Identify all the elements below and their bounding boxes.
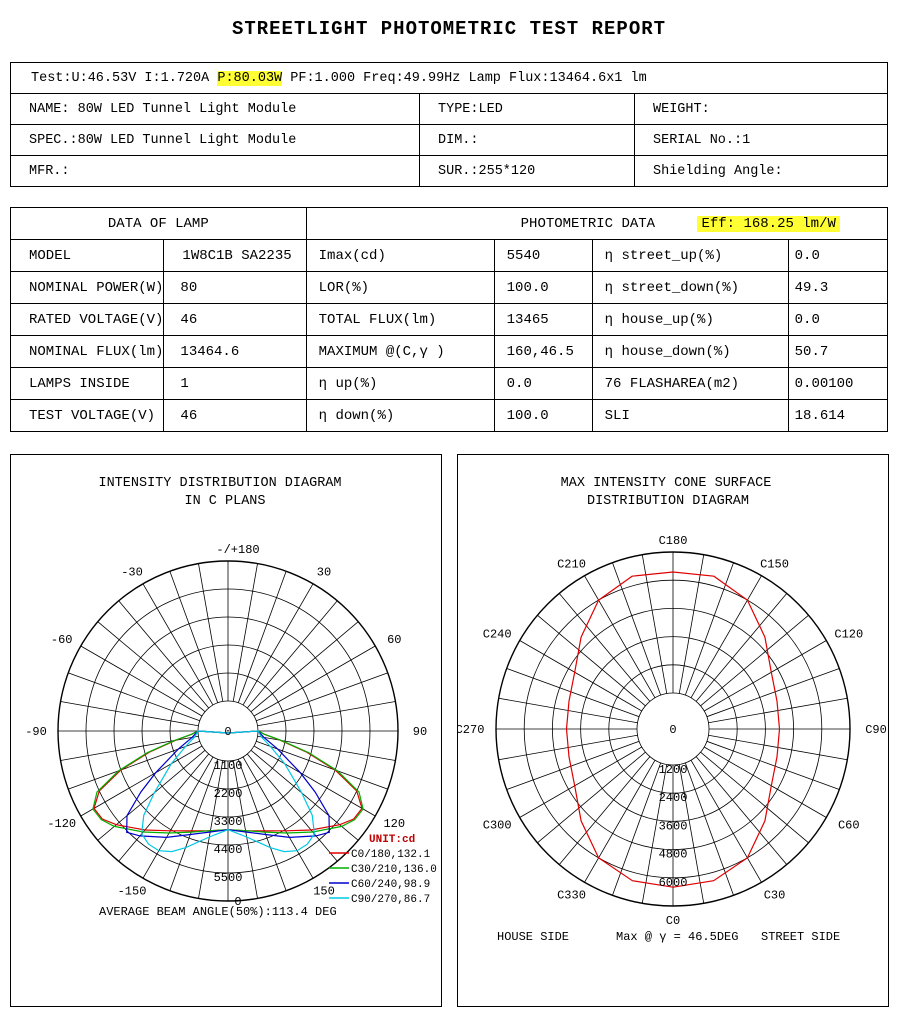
photo-value: 100.0: [494, 272, 592, 304]
grid-spoke: [119, 601, 209, 708]
test-conditions: [11, 63, 888, 94]
grid-spoke: [251, 622, 358, 712]
c-plane-label: C30: [763, 888, 786, 903]
ring-label: 3300: [213, 815, 243, 829]
diagram1-legend: [329, 849, 437, 906]
cone-surface-diagram: [458, 455, 888, 1006]
photo-value: 18.614: [788, 400, 887, 432]
unit-label: UNIT:cd: [369, 834, 416, 846]
grid-spoke: [612, 563, 660, 695]
ring-label: 2400: [658, 791, 688, 806]
grid-spoke: [68, 673, 200, 721]
ring-label: 1100: [213, 759, 243, 773]
ring-label: 3600: [658, 819, 688, 834]
ring-label: 0: [669, 723, 677, 737]
c-plane-label: C180: [658, 534, 688, 548]
test-prefix: Test:U:46.53V I:1.720A: [31, 70, 218, 86]
legend-entry: C90/270,86.7: [351, 894, 431, 906]
efficiency-highlight: Eff: 168.25 lm/W: [697, 216, 839, 232]
diagram2-title-line1: MAX INTENSITY CONE SURFACE: [560, 476, 772, 491]
grid-spoke: [256, 673, 388, 721]
photo-label: η street_up(%): [592, 240, 788, 272]
c-plane-label: C120: [834, 627, 864, 642]
c-plane-label: C300: [482, 818, 512, 833]
angle-label: -90: [25, 725, 47, 739]
photo-value: 160,46.5: [494, 336, 592, 368]
c-plane-label: C330: [557, 888, 586, 903]
photometric-header-cell: [306, 208, 887, 240]
grid-spoke: [247, 601, 337, 708]
grid-spoke: [256, 741, 388, 789]
c-plane-label: C90: [865, 723, 887, 737]
test-power-highlight: P:80.03W: [217, 70, 283, 86]
info-name: NAME: 80W LED Tunnel Light Module: [11, 94, 420, 125]
grid-spoke: [701, 752, 809, 843]
info-serial: SERIAL No.:1: [635, 125, 888, 156]
max-gamma-text: Max @ γ = 46.5DEG: [616, 930, 739, 944]
angle-label: 0: [234, 895, 242, 909]
ring-label: 4400: [213, 843, 243, 857]
lamp-value: 46: [164, 304, 306, 336]
test-info-table: [10, 62, 888, 187]
intensity-distribution-diagram: [11, 455, 441, 1006]
legend-entry: C60/240,98.9: [351, 879, 431, 891]
grid-spoke: [233, 564, 257, 702]
c-plane-label: C0: [665, 914, 681, 928]
diagram2-title-line2: DISTRIBUTION DIAGRAM: [586, 494, 750, 509]
info-shielding: Shielding Angle:: [635, 156, 888, 187]
c-plane-label: C270: [458, 723, 485, 737]
lamp-value: 1W8C1B SA2235: [164, 240, 306, 272]
photo-label: η house_up(%): [592, 304, 788, 336]
c-plane-label: C150: [760, 557, 789, 572]
grid-spoke: [61, 701, 199, 725]
cone-surface-panel: [457, 454, 889, 1007]
beam-angle-text: AVERAGE BEAM ANGLE(50%):113.4 DEG: [99, 905, 337, 919]
grid-spoke: [238, 571, 286, 703]
photo-value: 13465: [494, 304, 592, 336]
street-side-label: STREET SIDE: [761, 930, 841, 944]
grid-spoke: [537, 752, 645, 843]
photo-label: 76 FLASHAREA(m2): [592, 368, 788, 400]
ring-label: 2200: [213, 787, 243, 801]
grid-spoke: [98, 622, 205, 712]
diagram1-title-line2: IN C PLANS: [184, 494, 266, 509]
photo-value: 0.0: [494, 368, 592, 400]
lamp-value: 13464.6: [164, 336, 306, 368]
lamp-label: MODEL: [11, 240, 164, 272]
lamp-value: 1: [164, 368, 306, 400]
c-plane-label: C210: [557, 557, 586, 572]
grid-spoke: [170, 571, 218, 703]
info-spec: SPEC.:80W LED Tunnel Light Module: [11, 125, 420, 156]
photometric-header: PHOTOMETRIC DATA: [520, 215, 656, 232]
legend-entry: C30/210,136.0: [351, 864, 437, 876]
ring-label: 6000: [658, 875, 688, 890]
photo-value: 0.0: [788, 304, 887, 336]
angle-label: 90: [412, 725, 428, 739]
lamp-label: RATED VOLTAGE(V): [11, 304, 164, 336]
ring-label: 4800: [658, 847, 688, 862]
grid-spoke: [507, 741, 639, 789]
data-table: [10, 207, 888, 432]
diagram2-labels: [458, 534, 887, 928]
grid-spoke: [685, 563, 733, 695]
report-title: STREETLIGHT PHOTOMETRIC TEST REPORT: [231, 18, 667, 40]
grid-spoke: [68, 741, 200, 789]
grid-spoke: [258, 701, 396, 725]
grid-spoke: [198, 564, 222, 702]
photo-label: η street_down(%): [592, 272, 788, 304]
grid-spoke: [612, 763, 660, 895]
grid-spoke: [537, 615, 645, 706]
angle-label: -150: [117, 884, 147, 899]
angle-label: -/+180: [216, 543, 260, 557]
photo-label: η up(%): [306, 368, 494, 400]
photo-value: 0.0: [788, 240, 887, 272]
lamp-label: NOMINAL POWER(W): [11, 272, 164, 304]
photo-label: Imax(cd): [306, 240, 494, 272]
lamp-value: 80: [164, 272, 306, 304]
ring-label: 0: [224, 725, 232, 739]
info-dim: DIM.:: [420, 125, 635, 156]
grid-spoke: [170, 759, 218, 891]
ring-label: 5500: [213, 871, 243, 885]
lamp-value: 46: [164, 400, 306, 432]
angle-label: 150: [313, 884, 335, 899]
angle-label: 60: [387, 633, 402, 647]
lamp-header: DATA OF LAMP: [11, 208, 307, 240]
grid-spoke: [559, 593, 650, 701]
lamp-label: NOMINAL FLUX(lm): [11, 336, 164, 368]
angle-label: -60: [50, 633, 73, 647]
photo-label: MAXIMUM @(C,γ ): [306, 336, 494, 368]
grid-spoke: [679, 555, 703, 694]
info-sur: SUR.:255*120: [420, 156, 635, 187]
info-weight: WEIGHT:: [635, 94, 888, 125]
c-plane-label: C240: [482, 627, 512, 642]
photo-label: η down(%): [306, 400, 494, 432]
grid-spoke: [642, 555, 666, 694]
photo-value: 5540: [494, 240, 592, 272]
grid-spoke: [685, 763, 733, 895]
angle-label: -120: [47, 817, 77, 831]
grid-spoke: [238, 759, 286, 891]
ring-label: 1200: [658, 763, 688, 777]
grid-spoke: [707, 741, 839, 789]
legend-entry: C0/180,132.1: [351, 849, 431, 861]
photo-value: 50.7: [788, 336, 887, 368]
diagram1-title-line1: INTENSITY DISTRIBUTION DIAGRAM: [98, 476, 342, 491]
photo-value: 100.0: [494, 400, 592, 432]
grid-spoke: [559, 757, 650, 865]
photo-value: 49.3: [788, 272, 887, 304]
grid-spoke: [507, 668, 639, 716]
info-type: TYPE:LED: [420, 94, 635, 125]
lamp-label: LAMPS INSIDE: [11, 368, 164, 400]
c-plane-label: C60: [837, 818, 860, 833]
photo-label: TOTAL FLUX(lm): [306, 304, 494, 336]
lamp-label: TEST VOLTAGE(V): [11, 400, 164, 432]
intensity-distribution-panel: [10, 454, 442, 1007]
grid-spoke: [696, 593, 787, 701]
angle-label: 30: [316, 565, 332, 580]
angle-label: 120: [383, 817, 406, 831]
grid-spoke: [696, 757, 787, 865]
info-mfr: MFR.:: [11, 156, 420, 187]
photo-value: 0.00100: [788, 368, 887, 400]
house-side-label: HOUSE SIDE: [497, 930, 570, 944]
photo-label: LOR(%): [306, 272, 494, 304]
photo-label: SLI: [592, 400, 788, 432]
grid-spoke: [701, 615, 809, 706]
photo-label: η house_down(%): [592, 336, 788, 368]
test-suffix: PF:1.000 Freq:49.99Hz Lamp Flux:13464.6x1 lm: [282, 70, 647, 86]
grid-spoke: [707, 668, 839, 716]
angle-label: -30: [121, 565, 143, 580]
